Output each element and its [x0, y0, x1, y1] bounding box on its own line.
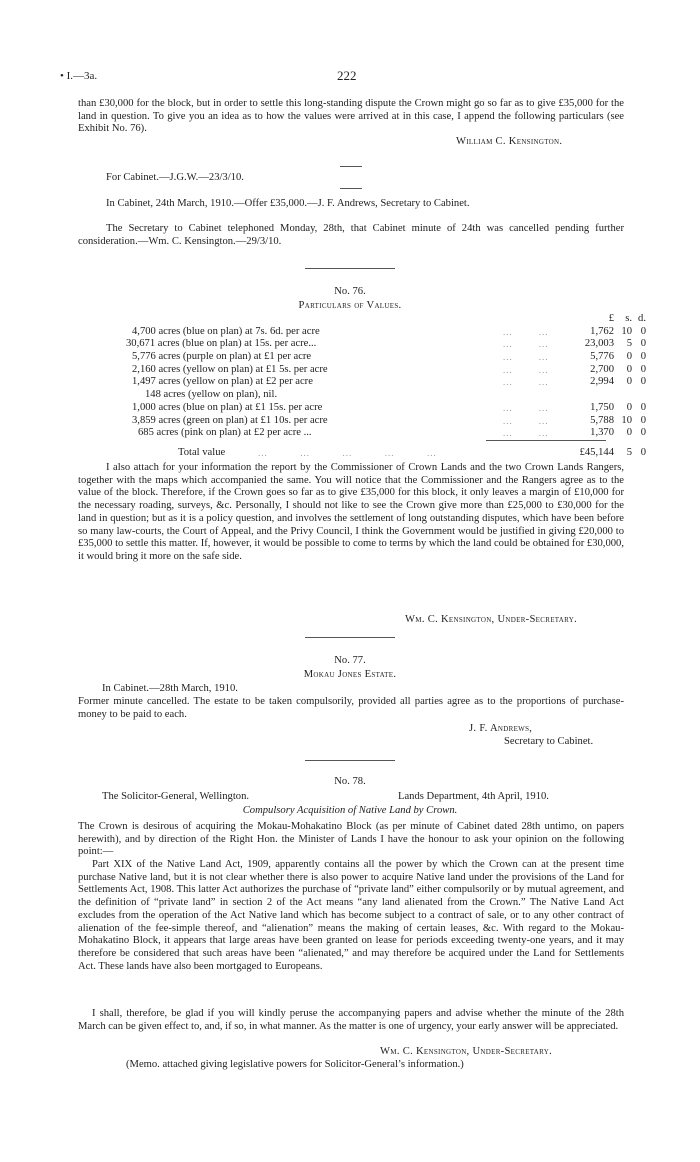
- table-row: 2,160 acres (yellow on plan) at £1 5s. per acre ... ... 2,700 0 0: [132, 363, 646, 375]
- section-number-78: No. 78.: [334, 776, 366, 787]
- table-row: 3,859 acres (green on plan) at £1 10s. per acre ... ... 5,788 10 0: [132, 414, 646, 426]
- section-number-77: No. 77.: [334, 655, 366, 666]
- section-78-paragraph-3: I shall, therefore, be glad if you will kindly peruse the accompanying papers and advise whether the minute of the 28th March can be given effect to, and, if so, in what manner. As the matter is one of urgency, your early answer will be appreciated.: [78, 1008, 624, 1032]
- total-row: Total value ... ... ... ... ... £45,144 5 0: [178, 447, 646, 458]
- intro-paragraph: than £30,000 for the block, but in order to settle this long-standing dispute the Crown might go so far as to give £35,000 for the land in question. To give you an idea as to how the values were arrived at in this case, I append the following particulars (see Exhibit No. 76).: [78, 98, 624, 135]
- telephone-note: The Secretary to Cabinet telephoned Monday, 28th, that Cabinet minute of 24th was cancelled pending further consideration.—Wm. C. Kensington.—29/3/10.: [78, 223, 624, 247]
- sender-dateline: Lands Department, 4th April, 1910.: [398, 791, 549, 802]
- section-divider: [305, 268, 395, 269]
- total-pounds: £45,144: [579, 447, 614, 458]
- table-header-row: [78, 313, 646, 326]
- signature-kensington: William C. Kensington.: [456, 136, 563, 147]
- section-divider: [305, 760, 395, 761]
- table-row: 1,000 acres (blue on plan) at £1 15s. per acre ... ... 1,750 0 0: [132, 401, 646, 413]
- col-header-shillings: s.: [625, 313, 632, 324]
- section-76-paragraph: I also attach for your information the report by the Commissioner of Crown Lands and the two Crown Lands Rangers, together with the maps which accompanied the same. You will notice that the Commissioner and the Rangers agree as to the value of the block. Therefore, if the Crown goes so far as to give £35,000 for this block, it only leaves a margin of £10,000 for the necessary roading, surveys, &c. Personally, I should not like to see the Crown give more than £25,000 to £30,000 for the land in question; but as it is a policy question, and involves the settlement of long outstanding disputes, which have been before so many law-courts, the Court of Appeal, and the Privy Council, I think the Government would be justified in giving £20,000 to £35,000 to settle this matter. If, however, it would be possible to come to terms by which the land could be obtained for £30,000, it would bring it more on the safe side.: [78, 462, 624, 562]
- signature-under-secretary: Wm. C. Kensington, Under-Secretary.: [405, 614, 578, 625]
- table-row: 685 acres (pink on plan) at £2 per acre ... ... ... 1,370 0 0: [138, 427, 646, 439]
- section-78-paragraph-2: Part XIX of the Native Land Act, 1909, apparently contains all the power by which the Crown can at the present time purchase Native land, but it is not clear whether there is also power to acquire Native land under the provisions of the Land for Settlements Act, 1908. This latter Act authorizes the purchase of “private land” either compulsorily or by mutual agreement, and the definition of “private land” in section 2 of the Act means “any land alienated from the Crown.” The Native Land Act excludes from the operation of the Act Native land which has become subject to a contract of sale, or to any other contract of alienation of the fee-simple thereof, and “alienation” means the making of certain leases, &c. With regard to the Mokau-Mohakatino Block, it appears that large areas have been granted on lease for periods exceeding twenty-one years, and it may therefore be considered that such areas have been “alienated,” and may therefore be acquired under the Land for Settlements Act. These lands have also been mortgaged to Europeans.: [78, 859, 624, 972]
- total-pence: 0: [640, 447, 646, 458]
- page-reference: • I.—3a.: [60, 70, 98, 82]
- page-number: 222: [337, 68, 357, 83]
- cabinet-note: For Cabinet.—J.G.W.—23/3/10.: [106, 172, 244, 183]
- addressee: The Solicitor-General, Wellington.: [102, 791, 250, 802]
- divider: [340, 166, 362, 167]
- subject-line: Compulsory Acquisition of Native Land by Crown.: [242, 805, 458, 816]
- total-shillings: 5: [626, 447, 632, 458]
- col-header-pence: d.: [638, 313, 646, 324]
- total-label: Total value: [178, 447, 226, 458]
- memo-note: (Memo. attached giving legislative powers for Solicitor-General’s information.): [126, 1059, 464, 1070]
- section-title-76: Particulars of Values.: [298, 300, 402, 311]
- table-row: 148 acres (yellow on plan), nil.: [145, 389, 278, 401]
- table-row: 5,776 acres (purple on plan) at £1 per acre ... ... 5,776 0 0: [132, 351, 646, 363]
- section-divider: [305, 637, 395, 638]
- total-rule: [486, 440, 606, 441]
- section-title-77: Mokau Jones Estate.: [303, 669, 397, 680]
- divider: [340, 188, 362, 189]
- cabinet-date: In Cabinet.—28th March, 1910.: [102, 683, 238, 694]
- values-table: [78, 313, 646, 440]
- signature-andrews: J. F. Andrews,: [469, 723, 533, 734]
- table-row: 1,497 acres (yellow on plan) at £2 per acre ... ... 2,994 0 0: [132, 376, 646, 388]
- section-number-76: No. 76.: [334, 286, 366, 297]
- signature-under-secretary-78: Wm. C. Kensington, Under-Secretary.: [380, 1046, 553, 1057]
- cabinet-minute: In Cabinet, 24th March, 1910.—Offer £35,000.—J. F. Andrews, Secretary to Cabinet.: [106, 198, 470, 209]
- col-header-pounds: £: [608, 313, 614, 324]
- section-78-paragraph-1: The Crown is desirous of acquiring the Mokau-Mohakatino Block (as per minute of Cabinet dated 28th untimo, on papers herewith), and by direction of the Right Hon. the Minister of Lands I have the honour to ask your opinion on the following point:—: [78, 821, 624, 858]
- section-77-paragraph: Former minute cancelled. The estate to be taken compulsorily, provided all parties agree as to the proportions of purchase-money to be paid to each.: [78, 696, 624, 720]
- signature-title: Secretary to Cabinet.: [504, 736, 594, 747]
- table-row: 4,700 acres (blue on plan) at 7s. 6d. per acre ... ... 1,762 10 0: [132, 325, 646, 337]
- table-row: 30,671 acres (blue on plan) at 15s. per acre... ... ... 23,003 5 0: [126, 338, 646, 350]
